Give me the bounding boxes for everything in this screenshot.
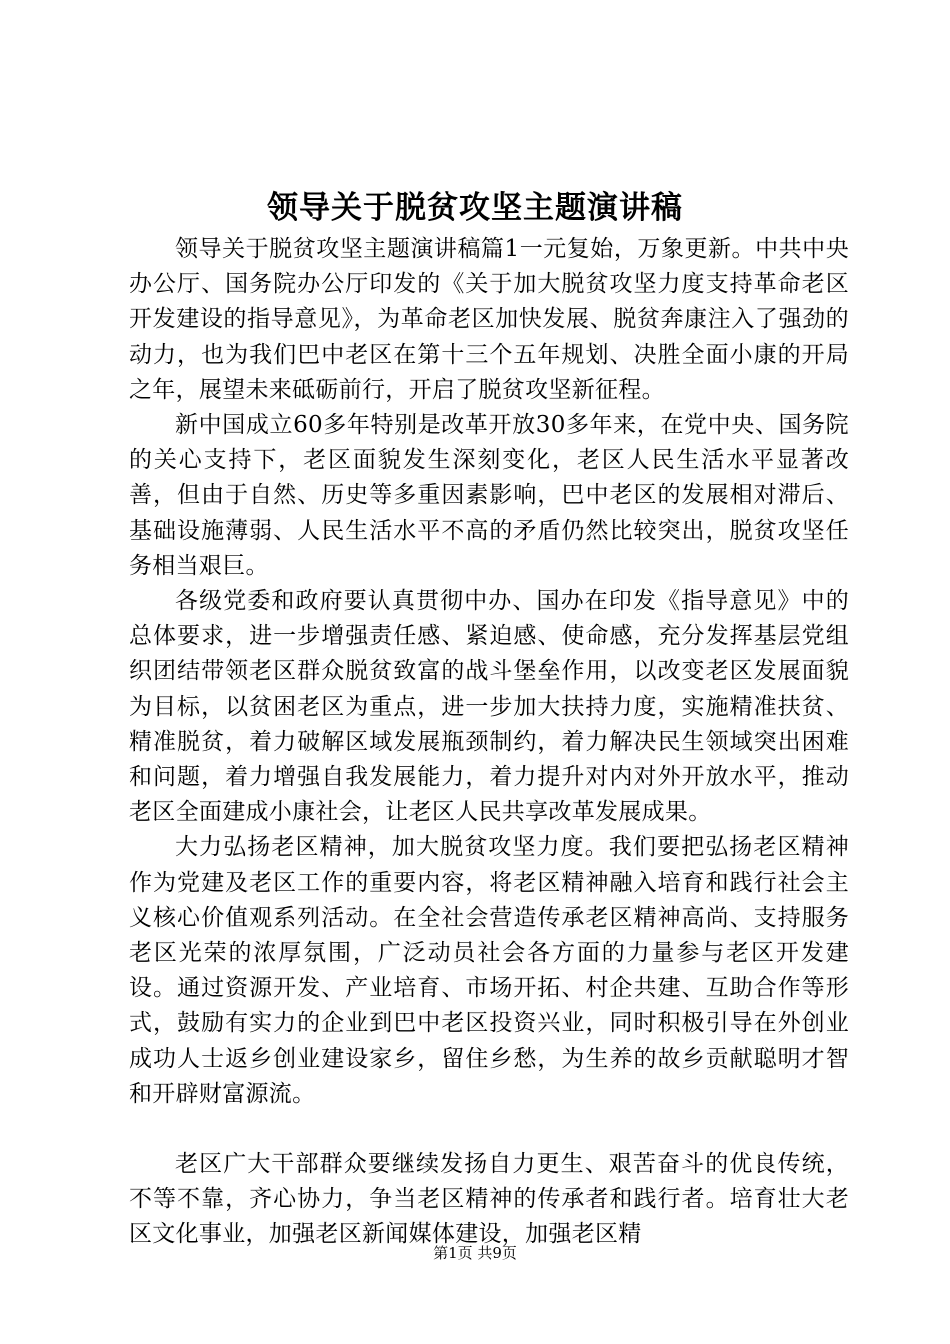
paragraph-4: 大力弘扬老区精神，加大脱贫攻坚力度。我们要把弘扬老区精神作为党建及老区工作的重要内容，将老区精神融入培育和践行社会主义核心价值观系列活动。在全社会营造传承老区精神高尚、支持服务老区光荣的浓厚氛围，广泛动员社会各方面的力量参与老区开发建设。通过资源开发、产业培育、市场开拓、村企共建、互助合作等形式，鼓励有实力的企业到巴中老区投资兴业，同时积极引导在外创业成功人士返乡创业建设家乡，留住乡愁，为生养的故乡贡献聪明才智和开辟财富源流。 [129, 834, 849, 1107]
document-title: 领导关于脱贫攻坚主题演讲稿 [267, 190, 683, 226]
paragraph-1: 领导关于脱贫攻坚主题演讲稿篇1一元复始，万象更新。中共中央办公厅、国务院办公厅印发的《关于加大脱贫攻坚力度支持革命老区开发建设的指导意见》，为革命老区加快发展、脱贫奔康注入了强劲的动力，也为我们巴中老区在第十三个五年规划、决胜全面小康的开局之年，展望未来砥砺前行，开启了脱贫攻坚新征程。 [129, 236, 849, 403]
page-number-footer: 第1页 共9页 [433, 1244, 517, 1262]
document-body [129, 232, 849, 1253]
paragraph-5: 老区广大干部群众要继续发扬自力更生、艰苦奋斗的优良传统，不等不靠，齐心协力，争当老区精神的传承者和践行者。培育壮大老区文化事业，加强老区新闻媒体建设，加强老区精 [129, 1151, 849, 1248]
paragraph-3: 各级党委和政府要认真贯彻中办、国办在印发《指导意见》中的总体要求，进一步增强责任感、紧迫感、使命感，充分发挥基层党组织团结带领老区群众脱贫致富的战斗堡垒作用，以改变老区发展面貌为目标，以贫困老区为重点，进一步加大扶持力度，实施精准扶贫、精准脱贫，着力破解区域发展瓶颈制约，着力解决民生领域突出困难和问题，着力增强自我发展能力，着力提升对内对外开放水平，推动老区全面建成小康社会，让老区人民共享改革发展成果。 [129, 588, 849, 826]
paragraph-2: 新中国成立60多年特别是改革开放30多年来，在党中央、国务院的关心支持下，老区面貌发生深刻变化，老区人民生活水平显著改善，但由于自然、历史等多重因素影响，巴中老区的发展相对滞后、基础设施薄弱、人民生活水平不高的矛盾仍然比较突出，脱贫攻坚任务相当艰巨。 [129, 412, 849, 579]
